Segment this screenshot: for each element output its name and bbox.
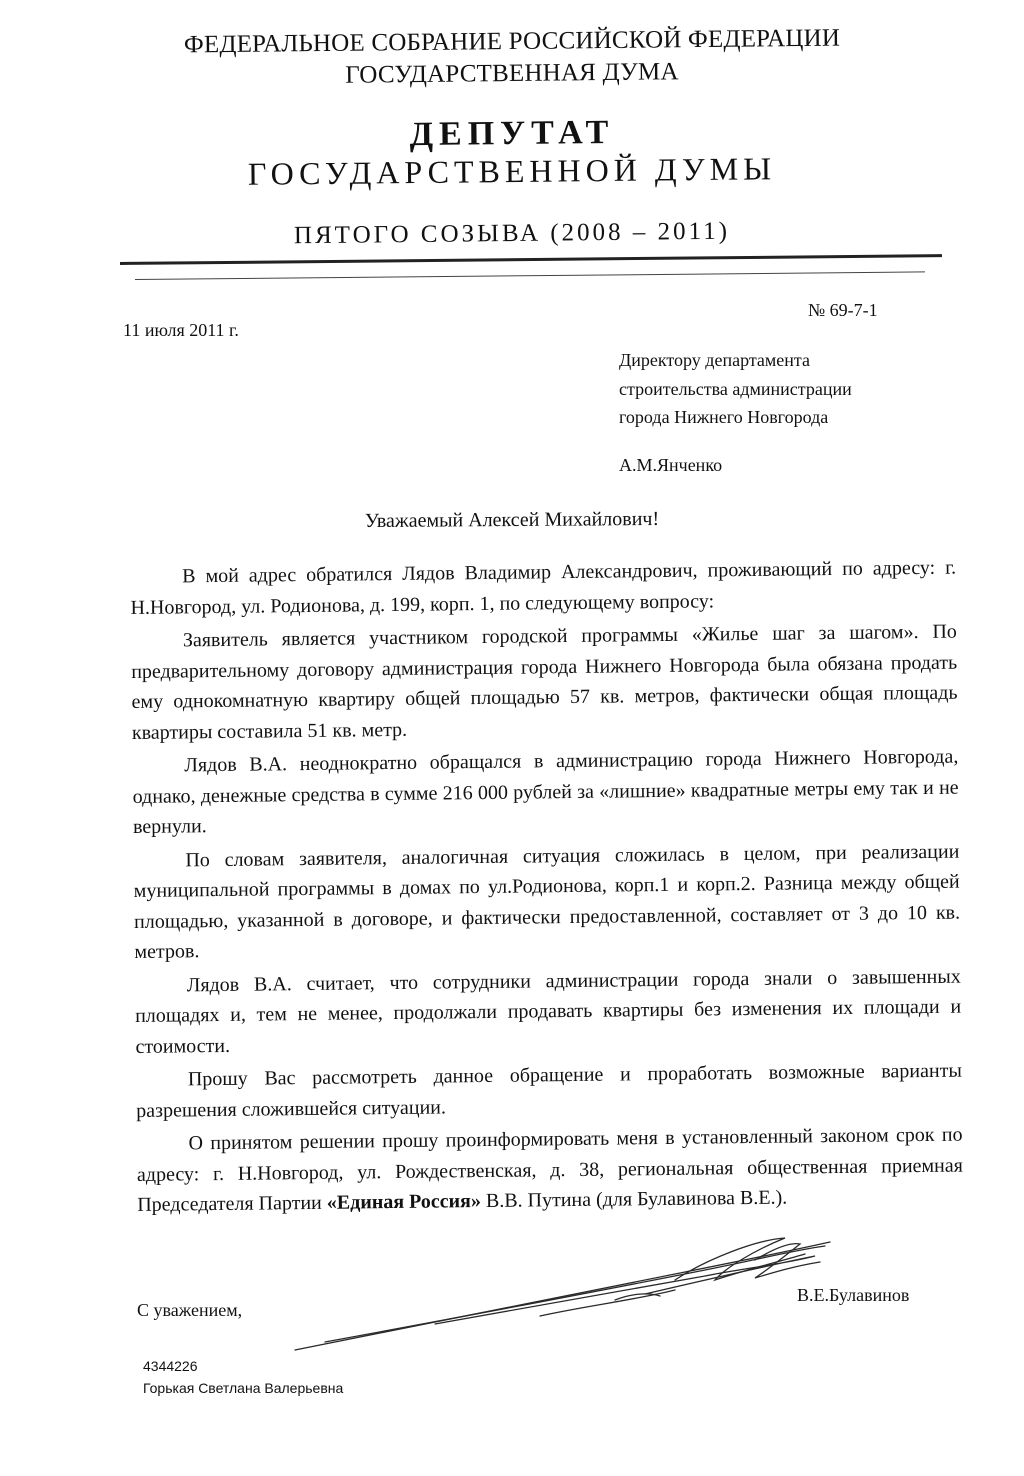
executor-name: Горькая Светлана Валерьевна bbox=[143, 1380, 344, 1396]
convocation: ПЯТОГО СОЗЫВА (2008 – 2011) bbox=[293, 217, 731, 250]
paragraph: Лядов В.А. считает, что сотрудники администрации города знали о завышенных площадях и, тем не менее, продолжали продавать квартиры без изменения их площади и стоимости. bbox=[135, 965, 962, 1058]
handwritten-signature bbox=[285, 1220, 845, 1360]
paragraph: В мой адрес обратился Лядов Владимир Александрович, проживающий по адресу: г. Н.Новгород, ул. Родионова, д. 199, корп. 1, по следующему вопросу: bbox=[130, 556, 957, 619]
letterhead-subtitle: ГОСУДАРСТВЕННОЙ ДУМЫ bbox=[247, 150, 777, 192]
letterhead-title: ДЕПУТАТ bbox=[409, 113, 615, 154]
closing-regards: С уважением, bbox=[137, 1300, 243, 1320]
paragraph: По словам заявителя, аналогичная ситуация сложилась в целом, при реализации муниципальной программы в домах по ул.Родионова, корп.1 и корп.2. Разница между общей площадью, указанной в договоре, и фактически предоставленной, составляет от 3 до 10 кв. метров. bbox=[133, 840, 961, 963]
party-name: «Единая Россия» bbox=[326, 1190, 482, 1214]
paragraph: Лядов В.А. неоднократно обращался в администрацию города Нижнего Новгорода, однако, денежные средства в сумме 216 000 рублей за «лишние» квадратные метры ему так и не вернули. bbox=[132, 745, 959, 838]
salutation: Уважаемый Алексей Михайлович! bbox=[364, 507, 660, 533]
addressee-line2: строительства администрации bbox=[619, 379, 852, 399]
org-name-line1: ФЕДЕРАЛЬНОЕ СОБРАНИЕ РОССИЙСКОЙ ФЕДЕРАЦИИ bbox=[183, 24, 841, 59]
executor-phone: 4344226 bbox=[143, 1358, 198, 1374]
paragraph bbox=[136, 1120, 963, 1221]
paragraph: Заявитель является участником городской программы «Жилье шаг за шагом». По предварительному договору администрация города Нижнего Новгорода была обязана продать ему однокомнатную квартиру общей площадью 57 кв. метров, фактически общая площадь квартиры составила 51 кв. метр. bbox=[131, 620, 958, 744]
addressee-name: А.М.Янченко bbox=[619, 455, 723, 475]
paragraph-text: В.В. Путина (для Булавинова В.Е.). bbox=[480, 1186, 788, 1213]
org-name-line2: ГОСУДАРСТВЕННАЯ ДУМА bbox=[345, 58, 679, 89]
letter-date: 11 июля 2011 г. bbox=[123, 320, 239, 340]
paragraph-text: О принятом решении прошу проинформировать меня в установленный законом срок по адресу: г. Н.Новгород, ул. Рождественская, д. 38, региональная общественная приемная Председателя Партии bbox=[136, 1123, 964, 1216]
letterhead-rule-thin bbox=[135, 271, 925, 280]
addressee-line3: города Нижнего Новгорода bbox=[619, 407, 829, 427]
letterhead-rule-thick bbox=[120, 254, 942, 265]
letter-body bbox=[130, 553, 963, 1221]
paragraph: Прошу Вас рассмотреть данное обращение и проработать возможные варианты разрешения сложившейся ситуации. bbox=[136, 1059, 962, 1122]
outgoing-number: № 69-7-1 bbox=[808, 300, 878, 320]
addressee-line1: Директору департамента bbox=[619, 350, 810, 370]
signer-name: В.Е.Булавинов bbox=[797, 1285, 910, 1305]
